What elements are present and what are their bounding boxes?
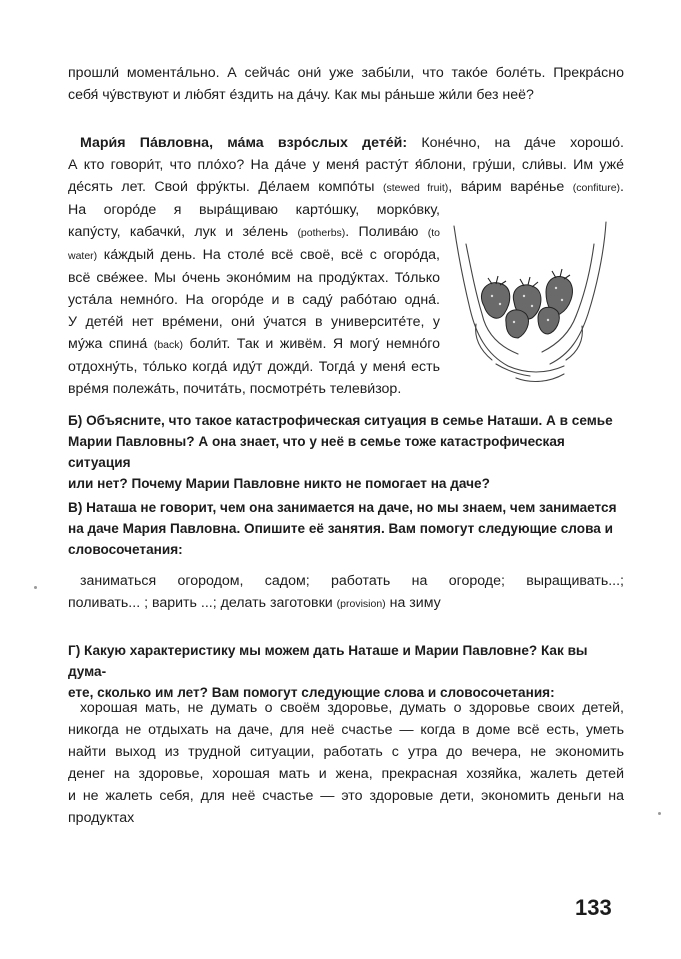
words-g-line-3: найти выход из трудной ситуации, работать с утра до вечера, не экономить bbox=[68, 744, 624, 760]
gloss-potherbs: (potherbs) bbox=[297, 227, 346, 239]
scan-speck bbox=[34, 586, 37, 589]
words-v-line-2a: поливать... ; варить ...; делать заготовки bbox=[68, 595, 337, 611]
page-number: 133 bbox=[575, 895, 612, 920]
task-g-line-2: ете, сколько им лет? Вам помогут следующие слова и словосочетания: bbox=[68, 685, 555, 700]
gloss-stewed-fruit: (stewed fruit) bbox=[383, 182, 449, 194]
gloss-provision: (provision) bbox=[336, 598, 386, 610]
task-v-line-3: словосочетания: bbox=[68, 542, 183, 557]
intro-line-2: себя́ чу́вствуют и лю́бят е́здить на да́чу. Как мы ра́ньше жи́ли без неё? bbox=[68, 87, 534, 103]
speaker-narrow-column bbox=[68, 199, 440, 400]
task-b-line-2: Марии Павловны? А она знает, что у неё в семье тоже катастрофическая ситуация bbox=[68, 434, 565, 470]
task-g-line-1: Г) Какую характеристику мы можем дать Наташе и Марии Павловне? Как вы дума- bbox=[68, 643, 588, 679]
intro-line-1: прошли́ момента́льно. А сейча́с они́ уже забы́ли, что тако́е боле́ть. Прекра́сно bbox=[68, 65, 624, 81]
task-v-line-2: на даче Мария Павловна. Опишите её занятия. Вам помогут следующие слова и bbox=[68, 521, 613, 536]
task-b-line-1: Б) Объясните, что такое катастрофическая ситуация в семье Наташи. А в семье bbox=[68, 413, 613, 428]
narrow-line-2 bbox=[68, 221, 440, 244]
gloss-water: water) bbox=[68, 250, 98, 262]
narrow-line-8: отдохну́ть, то́лько когда́ иду́т дожди́. Тогда́ у меня́ есть bbox=[68, 359, 440, 375]
speaker-line-3a: де́сять лет. Свои́ фру́кты. Де́лаем компо́ты bbox=[68, 179, 384, 195]
words-g-line-2: никогда не отдыхать на даче, для неё счастье — когда в доме всё есть, уметь bbox=[68, 722, 624, 738]
words-v-line-2b: на зиму bbox=[385, 595, 441, 611]
speaker-line-1 bbox=[68, 132, 624, 154]
speaker-line-3b: , ва́рим варе́нье bbox=[448, 179, 573, 195]
words-g-line-4: денег на здоровье, хорошая мать и жена, прекрасная хозяйка, жалеть детей bbox=[68, 766, 624, 782]
narrow-line-6: У дете́й нет вре́мени, они́ у́чатся в университе́те, у bbox=[68, 314, 440, 330]
gloss-confiture: (confiture) bbox=[572, 182, 621, 194]
narrow-line-7 bbox=[68, 333, 440, 356]
words-g-line-6: продуктах bbox=[68, 810, 135, 826]
narrow-line-7-text: му́жа спина́ bbox=[68, 336, 154, 352]
speaker-line-1-rest: Коне́чно, на да́че хорошо́. bbox=[407, 135, 624, 151]
narrow-line-9: вре́мя полежа́ть, почита́ть, посмотре́ть телеви́зор. bbox=[68, 381, 402, 397]
narrow-line-7-after: боли́т. Так и живём. Я могу́ немно́го bbox=[183, 336, 441, 352]
words-v bbox=[68, 570, 624, 615]
narrow-line-3-after: ка́ждый день. На столе́ всё своё, всё с огоро́да, bbox=[97, 247, 440, 263]
task-v bbox=[68, 497, 624, 560]
speaker-line-2: А кто говори́т, что пло́хо? На да́че у меня́ расту́т я́блони, гру́ши, сли́вы. Им уже́ bbox=[68, 157, 624, 173]
task-b-line-3: или нет? Почему Марии Павловне никто не помогает на даче? bbox=[68, 476, 490, 491]
words-g-line-5: и не жалеть себя, для неё счастье — это здоровые дети, экономить деньги на bbox=[68, 788, 624, 804]
words-g-line-1: хорошая мать, не думать о своём здоровье, думать о здоровье своих детей, bbox=[80, 700, 624, 716]
narrow-line-2-after: . Полива́ю bbox=[345, 224, 428, 240]
narrow-line-1: На огоро́де я выра́щиваю карто́шку, морко́вку, bbox=[68, 202, 440, 218]
task-g bbox=[68, 640, 624, 703]
narrow-line-4: всё све́жее. Мы о́чень эконо́мим на проду́ктах. То́лько bbox=[68, 270, 440, 286]
words-g bbox=[68, 697, 624, 829]
speaker-name: Мари́я Па́вловна, ма́ма взро́слых дете́й: bbox=[80, 135, 408, 151]
narrow-line-5: уста́ла немно́го. На огоро́де и в саду́ рабо́таю одна́. bbox=[68, 292, 440, 308]
words-v-line-2 bbox=[68, 592, 624, 615]
words-v-line-1: заниматься огородом, садом; работать на огороде; выращивать...; bbox=[80, 573, 624, 589]
narrow-line-3 bbox=[68, 244, 440, 267]
task-b bbox=[68, 410, 624, 494]
intro-paragraph bbox=[68, 62, 624, 106]
gloss-back: (back) bbox=[153, 339, 184, 351]
hands-holding-strawberries-icon bbox=[446, 214, 614, 394]
gloss-to: (to bbox=[427, 227, 440, 239]
speaker-line-3c: . bbox=[620, 179, 624, 195]
task-v-line-1: В) Наташа не говорит, чем она занимается на даче, но мы знаем, чем занимается bbox=[68, 500, 617, 515]
narrow-line-2-text: капу́сту, кабачки́, лук и зе́лень bbox=[68, 224, 298, 240]
speaker-line-3 bbox=[68, 176, 624, 199]
scan-speck bbox=[658, 812, 661, 815]
